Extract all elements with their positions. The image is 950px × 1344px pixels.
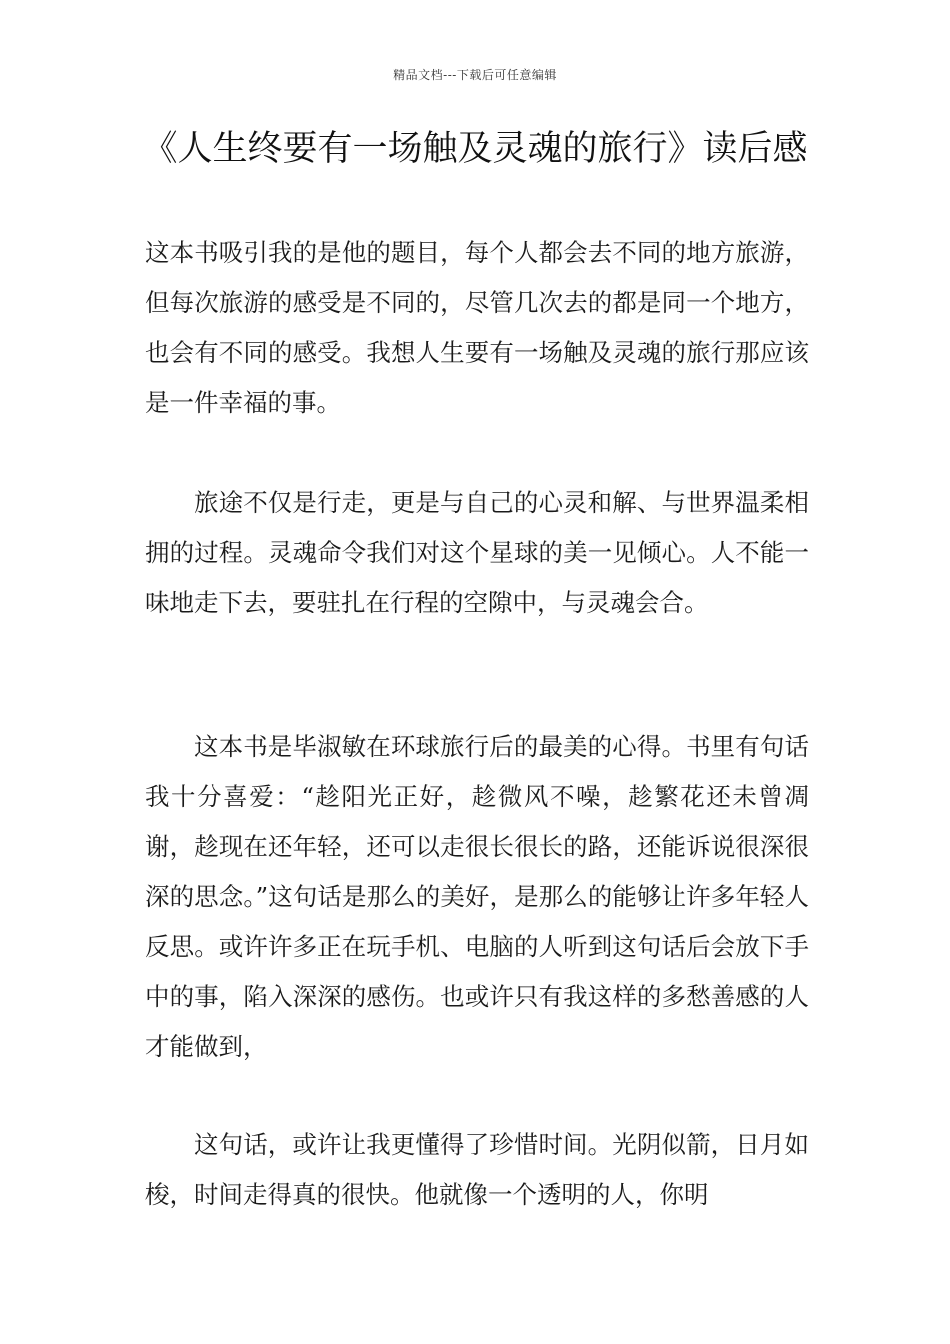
document-title: 《人生终要有一场触及灵魂的旅行》读后感 bbox=[142, 129, 808, 169]
paragraph-1: 这本书吸引我的是他的题目，每个人都会去不同的地方旅游，但每次旅游的感受是不同的，尽管几次去的都是同一个地方，也会有不同的感受。我想人生要有一场触及灵魂的旅行那应该是一件幸福的事。 bbox=[145, 238, 809, 417]
header-note: 精品文档---下载后可任意编辑 bbox=[393, 68, 557, 82]
paragraph-4: 这句话，或许让我更懂得了珍惜时间。光阴似箭，日月如梭，时间走得真的很快。他就像一个透明的人，你明 bbox=[145, 1130, 809, 1209]
paragraph-3: 这本书是毕淑敏在环球旅行后的最美的心得。书里有句话我十分喜爱：“趁阳光正好，趁微风不噪，趁繁花还未曾凋谢，趁现在还年轻，还可以走很长很长的路，还能诉说很深很深的思念。”这句话是那么的美好，是那么的能够让许多年轻人反思。或许许多正在玩手机、电脑的人听到这句话后会放下手中的事，陷入深深的感伤。也或许只有我这样的多愁善感的人才能做到， bbox=[145, 732, 809, 1061]
paragraph-2: 旅途不仅是行走，更是与自己的心灵和解、与世界温柔相拥的过程。灵魂命令我们对这个星球的美一见倾心。人不能一味地走下去，要驻扎在行程的空隙中，与灵魂会合。 bbox=[145, 488, 809, 617]
